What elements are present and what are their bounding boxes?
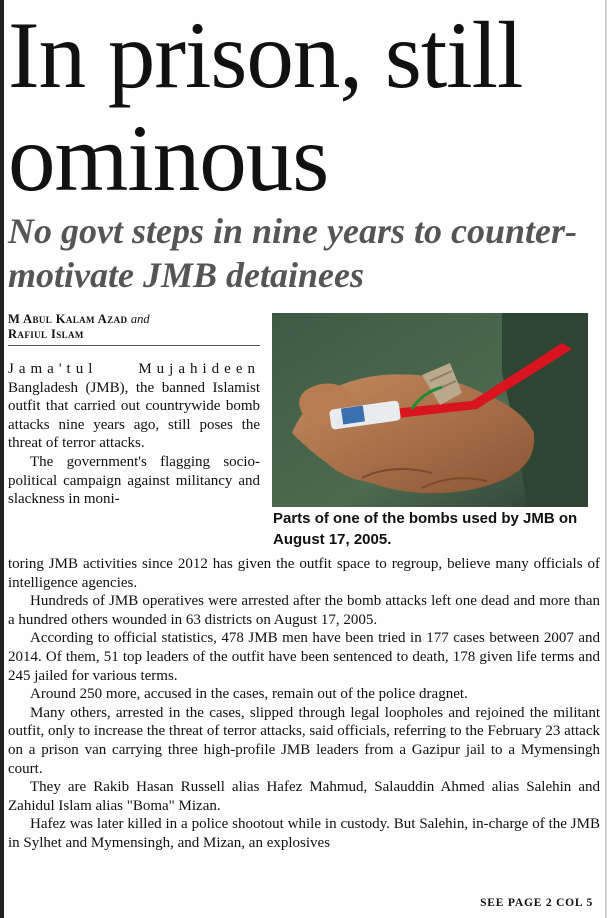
article-paragraph-2-end: toring JMB activities since 2012 has given the outfit space to regroup, believe many officials of intelligence agencies. (8, 556, 600, 591)
byline-author-1: M Abul Kalam Azad (8, 312, 128, 326)
article-paragraph-6: Many others, arrested in the cases, slipped through legal loopholes and rejoined the militant outfit, only to increase the threat of terror attacks, said officials, referring to the February 23 attack on a prison van carrying three high-profile JMB leaders from a Gazipur jail to a Mymensingh court. (8, 704, 600, 777)
photo-caption: Parts of one of the bombs used by JMB on August 17, 2005. (273, 510, 578, 548)
byline-joiner: and (130, 312, 150, 326)
article-column-wide (8, 555, 600, 853)
article-paragraph-1-text: Bangladesh (JMB), the banned Islamist outfit that carried out countrywide bomb attacks nine years ago, still poses the threat of terror attacks. (8, 379, 260, 452)
article-paragraph-1 (8, 360, 260, 453)
article-paragraph-2-start: The government's flagging socio-political campaign against militancy and slackness in moni- (8, 453, 260, 508)
bomb-parts-photo (272, 313, 588, 507)
article-paragraph-5: Around 250 more, accused in the cases, remain out of the police dragnet. (30, 686, 468, 703)
byline-author-2: Rafiul Islam (8, 327, 84, 341)
article-paragraph-4: According to official statistics, 478 JMB men have been tried in 177 cases between 2007 and 2014. Of them, 51 top leaders of the outfit have been sentenced to death, 178 given life terms and 245 jailed for various terms. (8, 630, 600, 684)
article-paragraph-7: They are Rakib Hasan Russell alias Hafez Mahmud, Salauddin Ahmed alias Salehin and Zahidul Islam alias "Boma" Mizan. (8, 779, 600, 814)
article-column-narrow (8, 360, 260, 509)
article-paragraph-8: Hafez was later killed in a police shootout while in custody. But Salehin, in-charge of the JMB in Sylhet and Mymensingh, and Mizan, an explosives (8, 816, 600, 851)
bomb-parts-illustration (272, 313, 588, 507)
article-lead-words: Jama'tul Mujahideen (8, 361, 260, 377)
article-paragraph-3: Hundreds of JMB operatives were arrested after the bomb attacks left one dead and more than a hundred others wounded in 63 districts on August 17, 2005. (8, 593, 600, 628)
byline (8, 312, 260, 346)
subheadline: No govt steps in nine years to counter-motivate JMB detainees (8, 211, 578, 295)
page-left-edge (0, 0, 4, 918)
continuation-jump-line: SEE PAGE 2 COL 5 (480, 897, 593, 909)
headline: In prison, still ominous (8, 2, 523, 211)
